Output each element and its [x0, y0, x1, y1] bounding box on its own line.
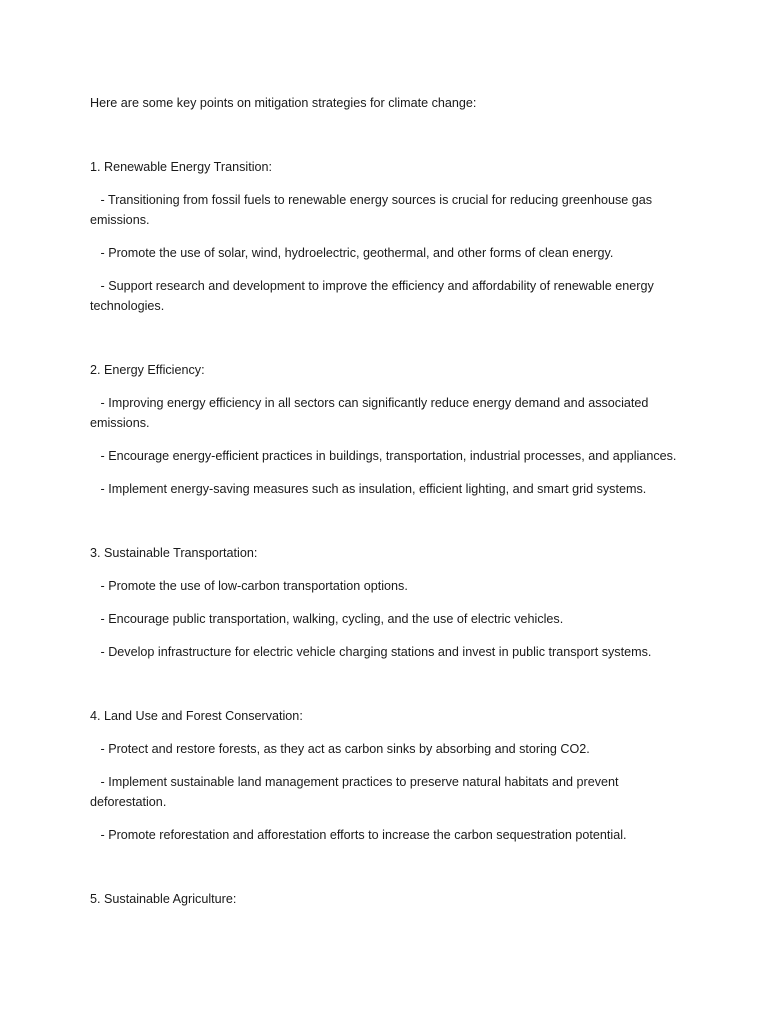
bullet-dash: -: [90, 742, 109, 756]
bullet-text: Promote the use of solar, wind, hydroelectric, geothermal, and other forms of clean energy.: [108, 246, 614, 260]
bullet-list: [90, 576, 690, 662]
section-4: [90, 706, 690, 845]
bullet-text: Encourage energy-efficient practices in buildings, transportation, industrial processes, and appliances.: [108, 449, 677, 463]
section-heading: 3. Sustainable Transportation:: [90, 546, 258, 560]
bullet-item: [90, 642, 690, 662]
bullet-item: [90, 609, 690, 629]
intro-text: Here are some key points on mitigation strategies for climate change:: [90, 96, 477, 110]
bullet-text: Improving energy efficiency in all sectors can significantly reduce energy demand and associated emissions.: [90, 396, 649, 430]
bullet-dash: -: [90, 396, 109, 410]
bullet-item: [90, 190, 690, 230]
bullet-dash: -: [90, 612, 109, 626]
section-2: [90, 360, 690, 499]
bullet-text: Implement sustainable land management practices to preserve natural habitats and prevent deforestation.: [90, 775, 619, 809]
bullet-dash: -: [90, 775, 109, 789]
bullet-list: [90, 190, 690, 316]
section-3: [90, 543, 690, 662]
bullet-item: [90, 446, 690, 466]
bullet-text: Encourage public transportation, walking, cycling, and the use of electric vehicles.: [108, 612, 564, 626]
bullet-item: [90, 739, 690, 759]
bullet-text: Support research and development to improve the efficiency and affordability of renewable energy technologies.: [90, 279, 654, 313]
bullet-dash: -: [90, 449, 109, 463]
section-1: [90, 157, 690, 316]
bullet-dash: -: [90, 828, 109, 842]
bullet-dash: -: [90, 193, 108, 207]
bullet-text: Promote reforestation and afforestation efforts to increase the carbon sequestration potential.: [108, 828, 627, 842]
document-page: [90, 93, 690, 909]
bullet-text: Develop infrastructure for electric vehicle charging stations and invest in public transport systems.: [108, 645, 652, 659]
bullet-item: [90, 276, 690, 316]
bullet-item: [90, 479, 690, 499]
bullet-item: [90, 772, 690, 812]
bullet-text: Promote the use of low-carbon transportation options.: [108, 579, 408, 593]
bullet-item: [90, 825, 690, 845]
bullet-dash: -: [90, 246, 109, 260]
bullet-item: [90, 243, 690, 263]
bullet-item: [90, 576, 690, 596]
section-5: [90, 889, 690, 909]
bullet-text: Protect and restore forests, as they act as carbon sinks by absorbing and storing CO2.: [108, 742, 590, 756]
sections-container: [90, 157, 690, 909]
bullet-item: [90, 393, 690, 433]
section-heading: 2. Energy Efficiency:: [90, 363, 205, 377]
bullet-dash: -: [90, 579, 109, 593]
bullet-dash: -: [90, 279, 109, 293]
bullet-list: [90, 739, 690, 845]
bullet-dash: -: [90, 482, 109, 496]
bullet-text: Implement energy-saving measures such as insulation, efficient lighting, and smart grid systems.: [108, 482, 647, 496]
bullet-text: Transitioning from fossil fuels to renewable energy sources is crucial for reducing greenhouse gas emissions.: [90, 193, 653, 227]
bullet-list: [90, 393, 690, 499]
bullet-dash: -: [90, 645, 109, 659]
section-heading: 1. Renewable Energy Transition:: [90, 160, 273, 174]
section-heading: 4. Land Use and Forest Conservation:: [90, 709, 303, 723]
section-heading: 5. Sustainable Agriculture:: [90, 892, 237, 906]
